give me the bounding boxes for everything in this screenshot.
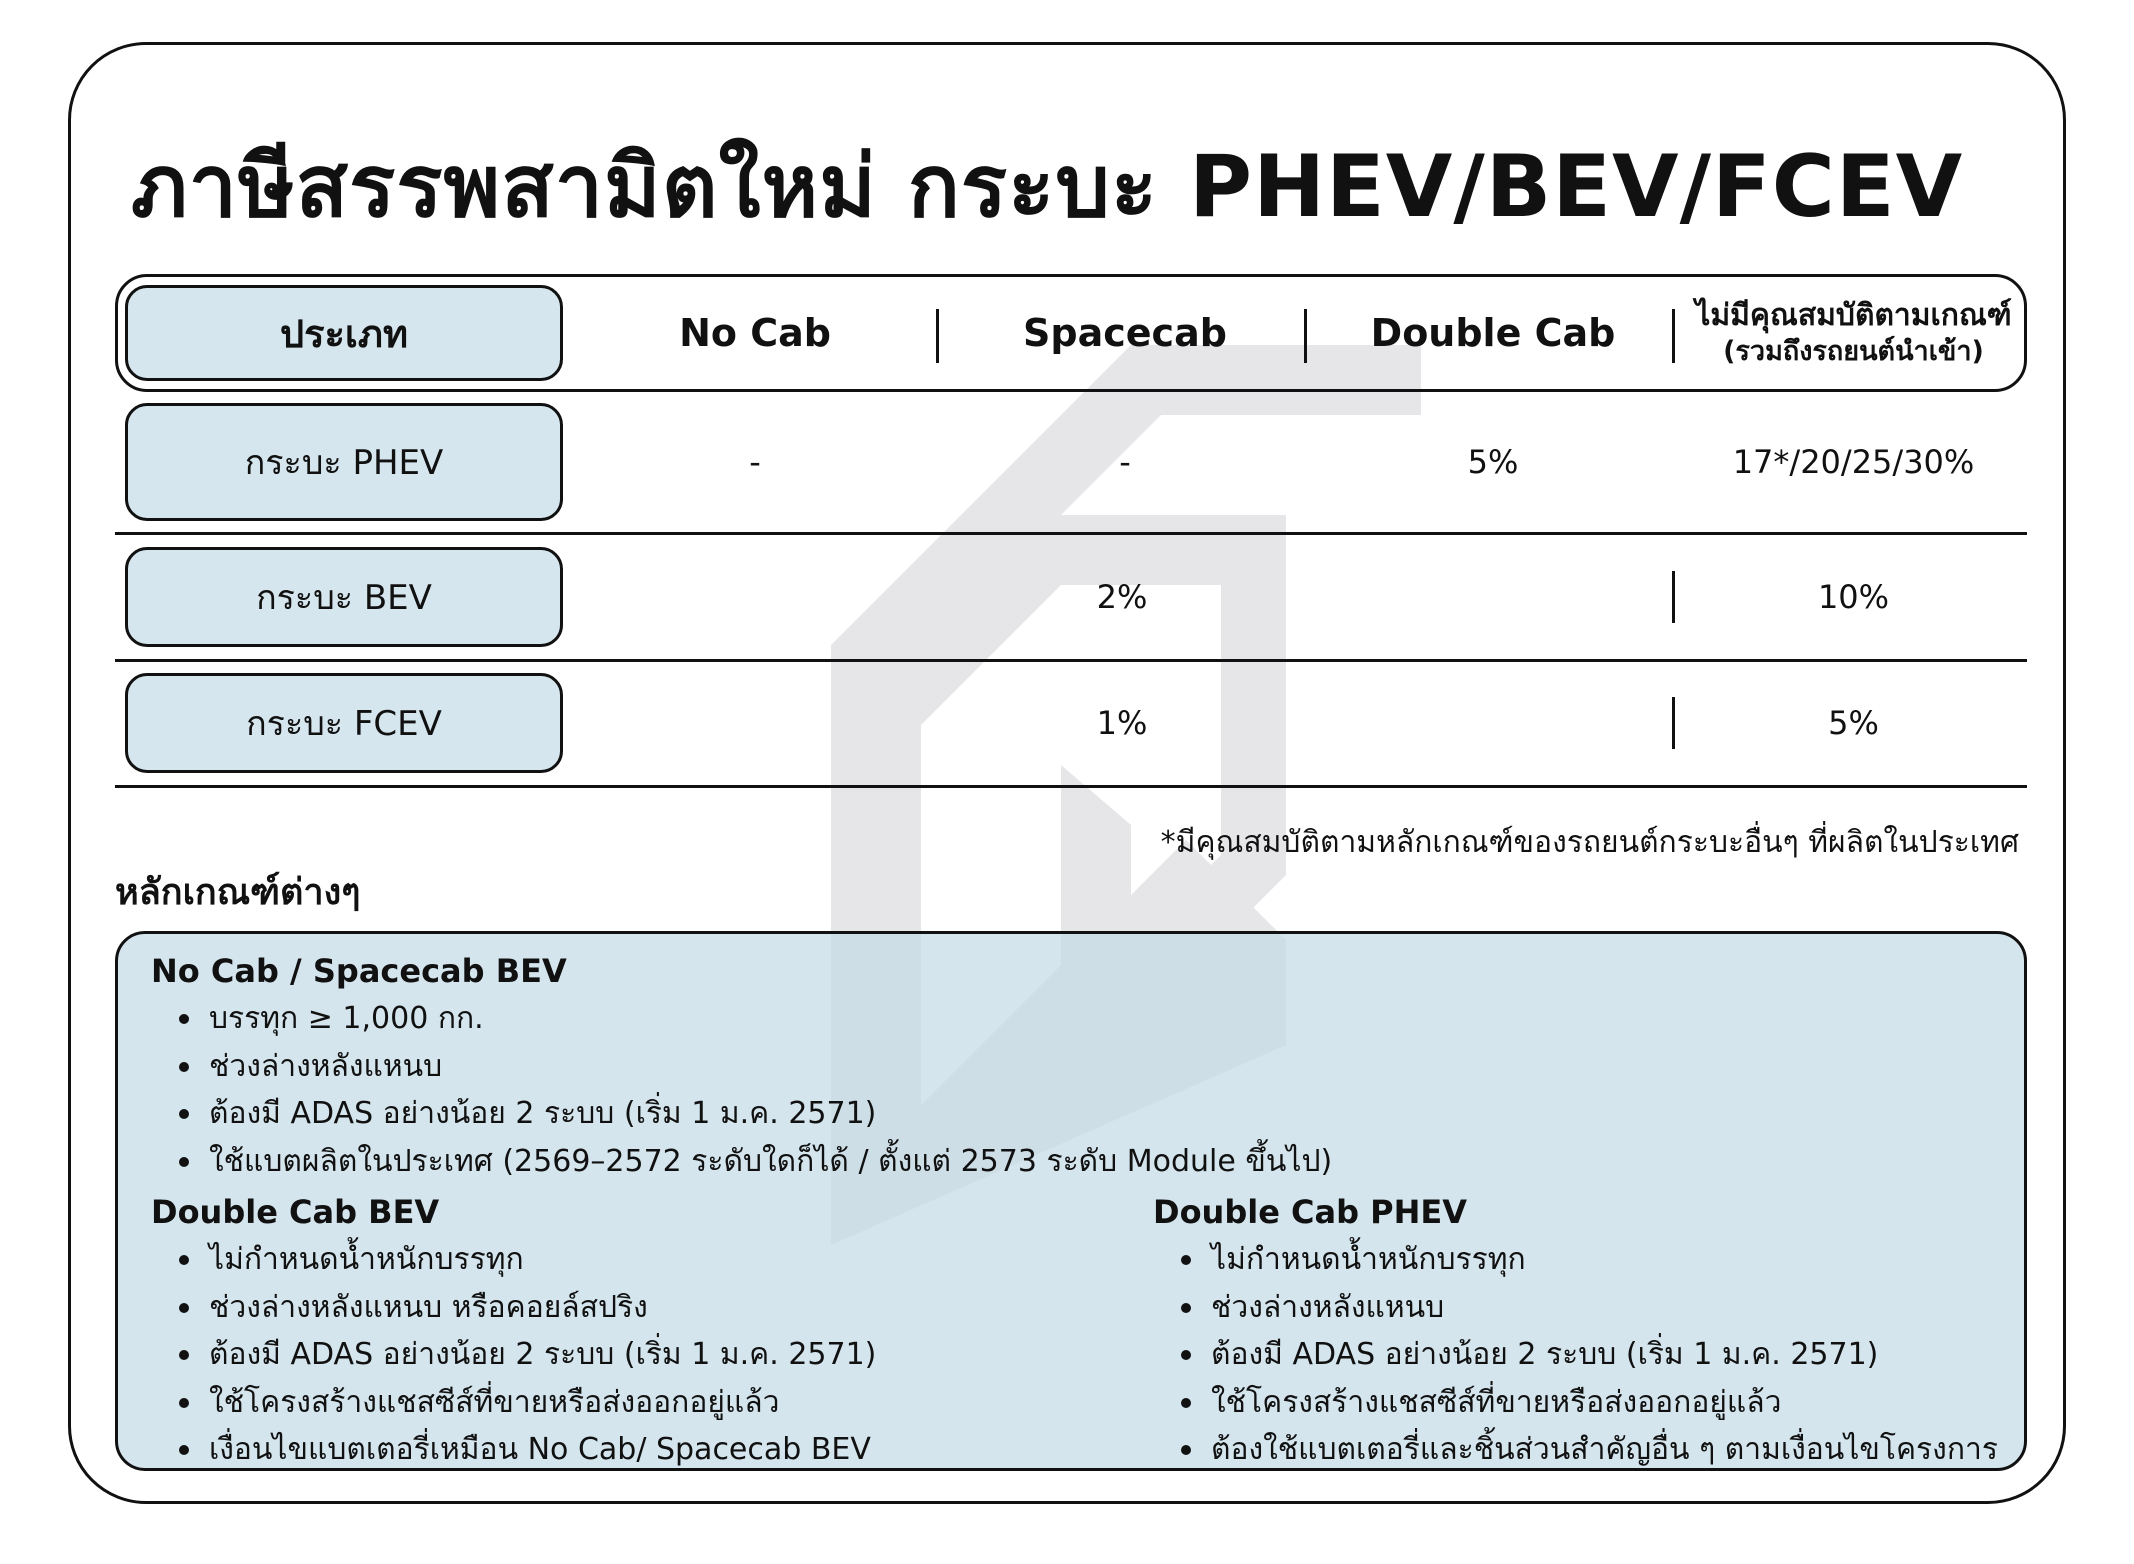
criteria-item: ช่วงล่างหลังแหนบ — [151, 1043, 1332, 1091]
header-divider — [936, 309, 939, 363]
header-type-pill: ประเภท — [125, 285, 563, 381]
cell-phev-spacecab: - — [1119, 443, 1131, 481]
criteria-group-no-cab-spacecab-bev — [151, 947, 1332, 1185]
criteria-group-title: Double Cab PHEV — [1153, 1193, 1468, 1231]
header-not-qualified-sub: (รวมถึงรถยนต์นำเข้า) — [1723, 335, 1984, 367]
content-card — [68, 42, 2066, 1504]
cell-phev-not-qualified: 17*/20/25/30% — [1732, 443, 1975, 481]
criteria-group-title: No Cab / Spacecab BEV — [151, 952, 567, 990]
criteria-item: ต้องใช้แบตเตอรี่และชิ้นส่วนสำคัญอื่น ๆ ตามเงื่อนไขโครงการ — [1153, 1426, 1998, 1474]
criteria-list — [1153, 1236, 1998, 1474]
criteria-heading: หลักเกณฑ์ต่างๆ — [115, 872, 361, 913]
criteria-item: เงื่อนไขแบตเตอรี่เหมือน No Cab/ Spacecab BEV — [151, 1426, 876, 1474]
page-title: ภาษีสรรพสามิตใหม่ กระบะ PHEV/BEV/FCEV — [131, 137, 1964, 237]
criteria-box — [115, 931, 2027, 1471]
criteria-item: ใช้โครงสร้างแชสซีส์ที่ขายหรือส่งออกอยู่แล้ว — [1153, 1379, 1998, 1427]
criteria-item: ต้องมี ADAS อย่างน้อย 2 ระบบ (เริ่ม 1 ม.ค. 2571) — [151, 1090, 1332, 1138]
criteria-group-title: Double Cab BEV — [151, 1193, 440, 1231]
criteria-list — [151, 1236, 876, 1474]
criteria-item: ใช้โครงสร้างแชสซีส์ที่ขายหรือส่งออกอยู่แล้ว — [151, 1379, 876, 1427]
row-type-phev: กระบะ PHEV — [125, 403, 563, 521]
header-double-cab: Double Cab — [1370, 311, 1616, 355]
cell-fcev-not-qualified: 5% — [1828, 704, 1879, 742]
header-not-qualified-label: ไม่มีคุณสมบัติตามเกณฑ์ — [1695, 298, 2012, 334]
criteria-item: ไม่กำหนดน้ำหนักบรรทุก — [151, 1236, 876, 1284]
header-divider — [1672, 309, 1675, 363]
header-not-qualified — [1678, 274, 2029, 392]
cell-phev-double-cab: 5% — [1467, 443, 1519, 481]
cell-divider — [1672, 571, 1675, 623]
cell-fcev-qualified: 1% — [1096, 704, 1148, 742]
criteria-item: ใช้แบตผลิตในประเทศ (2569–2572 ระดับใดก็ได้ / ตั้งแต่ 2573 ระดับ Module ขึ้นไป) — [151, 1138, 1332, 1186]
row-divider — [115, 532, 2027, 535]
footnote: *มีคุณสมบัติตามหลักเกณฑ์ของรถยนต์กระบะอื่นๆ ที่ผลิตในประเทศ — [1160, 825, 2019, 860]
criteria-item: ต้องมี ADAS อย่างน้อย 2 ระบบ (เริ่ม 1 ม.ค. 2571) — [151, 1331, 876, 1379]
criteria-item: ไม่กำหนดน้ำหนักบรรทุก — [1153, 1236, 1998, 1284]
criteria-list — [151, 995, 1332, 1185]
row-type-fcev: กระบะ FCEV — [125, 673, 563, 773]
row-divider — [115, 659, 2027, 662]
header-no-cab: No Cab — [679, 311, 831, 355]
criteria-item: ต้องมี ADAS อย่างน้อย 2 ระบบ (เริ่ม 1 ม.ค. 2571) — [1153, 1331, 1998, 1379]
header-divider — [1304, 309, 1307, 363]
cell-bev-qualified: 2% — [1096, 578, 1148, 616]
row-type-bev: กระบะ BEV — [125, 547, 563, 647]
criteria-item: บรรทุก ≥ 1,000 กก. — [151, 995, 1332, 1043]
criteria-group-double-cab-phev — [1153, 1188, 1998, 1474]
criteria-item: ช่วงล่างหลังแหนบ — [1153, 1284, 1998, 1332]
criteria-item: ช่วงล่างหลังแหนบ หรือคอยล์สปริง — [151, 1284, 876, 1332]
row-divider — [115, 785, 2027, 788]
criteria-group-double-cab-bev — [151, 1188, 876, 1474]
header-spacecab: Spacecab — [1023, 311, 1227, 355]
cell-phev-no-cab: - — [749, 443, 761, 481]
cell-bev-not-qualified: 10% — [1817, 578, 1890, 616]
cell-divider — [1672, 697, 1675, 749]
